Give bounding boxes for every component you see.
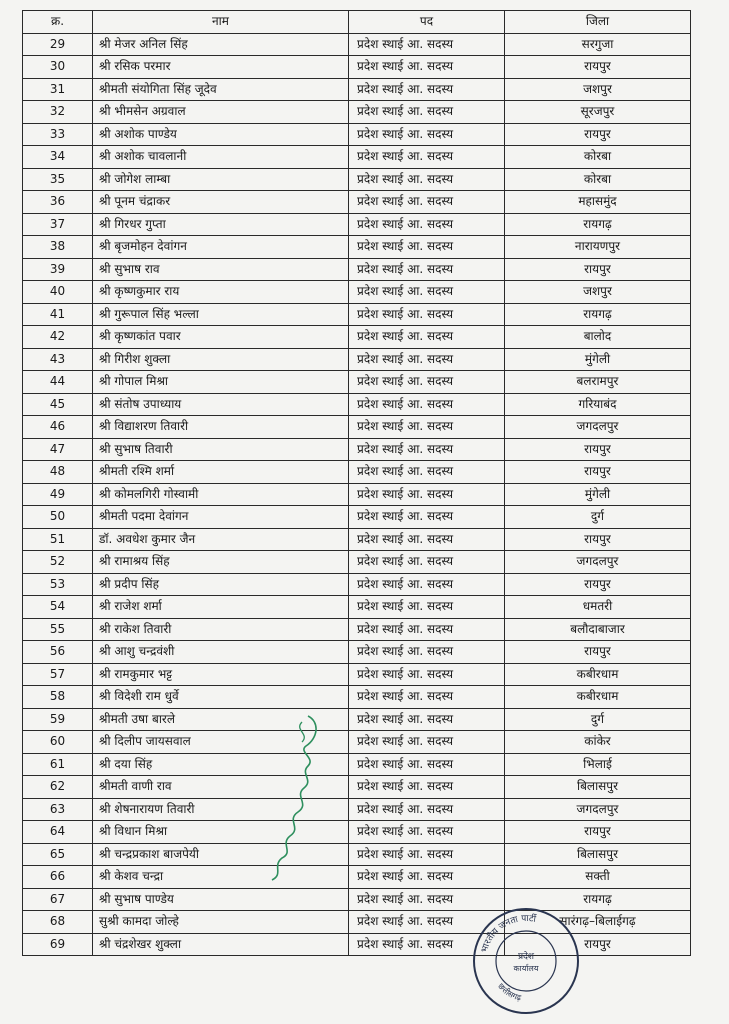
cell-name: श्री गुरूपाल सिंह भल्ला xyxy=(93,303,349,326)
cell-name: श्री कृष्णकांत पवार xyxy=(93,326,349,349)
cell-name: श्री मेजर अनिल सिंह xyxy=(93,33,349,56)
table-row xyxy=(23,821,691,844)
cell-num: 63 xyxy=(23,798,93,821)
cell-post: प्रदेश स्थाई आ. सदस्य xyxy=(349,528,505,551)
cell-district: बलौदाबाजार xyxy=(505,618,691,641)
cell-post: प्रदेश स्थाई आ. सदस्य xyxy=(349,618,505,641)
cell-num: 68 xyxy=(23,911,93,934)
cell-post: प्रदेश स्थाई आ. सदस्य xyxy=(349,843,505,866)
cell-district: बालोद xyxy=(505,326,691,349)
table-row xyxy=(23,393,691,416)
cell-post: प्रदेश स्थाई आ. सदस्य xyxy=(349,753,505,776)
header-name: नाम xyxy=(93,11,349,34)
cell-name: श्री पूनम चंद्राकर xyxy=(93,191,349,214)
cell-name: श्री शेषनारायण तिवारी xyxy=(93,798,349,821)
cell-name: श्रीमती पदमा देवांगन xyxy=(93,506,349,529)
cell-post: प्रदेश स्थाई आ. सदस्य xyxy=(349,776,505,799)
cell-district: दुर्ग xyxy=(505,506,691,529)
seal-line2: कार्यालय xyxy=(513,964,539,973)
cell-num: 48 xyxy=(23,461,93,484)
header-district: जिला xyxy=(505,11,691,34)
cell-num: 64 xyxy=(23,821,93,844)
cell-district: रायगढ़ xyxy=(505,888,691,911)
table-row xyxy=(23,641,691,664)
table-row xyxy=(23,348,691,371)
cell-district: कबीरधाम xyxy=(505,663,691,686)
cell-district: दुर्ग xyxy=(505,708,691,731)
cell-district: कबीरधाम xyxy=(505,686,691,709)
cell-num: 34 xyxy=(23,146,93,169)
header-num: क्र. xyxy=(23,11,93,34)
cell-num: 42 xyxy=(23,326,93,349)
cell-name: श्री बृजमोहन देवांगन xyxy=(93,236,349,259)
cell-post: प्रदेश स्थाई आ. सदस्य xyxy=(349,348,505,371)
members-table xyxy=(22,10,691,956)
cell-num: 53 xyxy=(23,573,93,596)
table-row xyxy=(23,888,691,911)
cell-num: 57 xyxy=(23,663,93,686)
cell-district: सरगुजा xyxy=(505,33,691,56)
cell-district: सूरजपुर xyxy=(505,101,691,124)
cell-post: प्रदेश स्थाई आ. सदस्य xyxy=(349,146,505,169)
cell-num: 54 xyxy=(23,596,93,619)
cell-num: 41 xyxy=(23,303,93,326)
cell-post: प्रदेश स्थाई आ. सदस्य xyxy=(349,101,505,124)
cell-name: श्री आशु चन्द्रवंशी xyxy=(93,641,349,664)
cell-district: जशपुर xyxy=(505,281,691,304)
cell-post: प्रदेश स्थाई आ. सदस्य xyxy=(349,281,505,304)
svg-text:छत्तीसगढ़ xyxy=(496,982,522,1003)
cell-num: 33 xyxy=(23,123,93,146)
table-row xyxy=(23,776,691,799)
cell-num: 29 xyxy=(23,33,93,56)
cell-name: श्री कृष्णकुमार राय xyxy=(93,281,349,304)
table-row xyxy=(23,596,691,619)
cell-num: 50 xyxy=(23,506,93,529)
cell-name: श्रीमती संयोगिता सिंह जूदेव xyxy=(93,78,349,101)
cell-district: रायपुर xyxy=(505,821,691,844)
cell-name: श्री अशोक पाण्डेय xyxy=(93,123,349,146)
cell-num: 49 xyxy=(23,483,93,506)
office-seal-stamp xyxy=(470,905,582,1017)
cell-district: रायपुर xyxy=(505,573,691,596)
cell-district: सक्ती xyxy=(505,866,691,889)
cell-num: 36 xyxy=(23,191,93,214)
table-row xyxy=(23,528,691,551)
cell-district: धमतरी xyxy=(505,596,691,619)
table-row xyxy=(23,506,691,529)
cell-name: श्री जोगेश लाम्बा xyxy=(93,168,349,191)
cell-num: 60 xyxy=(23,731,93,754)
cell-post: प्रदेश स्थाई आ. सदस्य xyxy=(349,483,505,506)
cell-num: 52 xyxy=(23,551,93,574)
cell-district: रायपुर xyxy=(505,933,691,956)
cell-num: 32 xyxy=(23,101,93,124)
table-row xyxy=(23,326,691,349)
table-row xyxy=(23,618,691,641)
cell-district: कांकेर xyxy=(505,731,691,754)
svg-text:भारतीय जनता पार्टी xyxy=(480,912,538,954)
table-row xyxy=(23,731,691,754)
cell-num: 58 xyxy=(23,686,93,709)
cell-post: प्रदेश स्थाई आ. सदस्य xyxy=(349,641,505,664)
cell-post: प्रदेश स्थाई आ. सदस्य xyxy=(349,416,505,439)
cell-num: 46 xyxy=(23,416,93,439)
table-row xyxy=(23,933,691,956)
cell-num: 55 xyxy=(23,618,93,641)
cell-name: श्रीमती उषा बारले xyxy=(93,708,349,731)
cell-post: प्रदेश स्थाई आ. सदस्य xyxy=(349,686,505,709)
cell-post: प्रदेश स्थाई आ. सदस्य xyxy=(349,731,505,754)
cell-name: श्रीमती वाणी राव xyxy=(93,776,349,799)
cell-name: श्री दिलीप जायसवाल xyxy=(93,731,349,754)
cell-post: प्रदेश स्थाई आ. सदस्य xyxy=(349,213,505,236)
cell-district: कोरबा xyxy=(505,146,691,169)
table-row xyxy=(23,101,691,124)
cell-post: प्रदेश स्थाई आ. सदस्य xyxy=(349,191,505,214)
cell-district: रायगढ़ xyxy=(505,213,691,236)
cell-post: प्रदेश स्थाई आ. सदस्य xyxy=(349,168,505,191)
cell-name: श्रीमती रश्मि शर्मा xyxy=(93,461,349,484)
table-row xyxy=(23,843,691,866)
cell-name: श्री गिरधर गुप्ता xyxy=(93,213,349,236)
cell-num: 65 xyxy=(23,843,93,866)
cell-num: 47 xyxy=(23,438,93,461)
cell-post: प्रदेश स्थाई आ. सदस्य xyxy=(349,438,505,461)
table-row xyxy=(23,33,691,56)
table-row xyxy=(23,416,691,439)
cell-name: श्री रसिक परमार xyxy=(93,56,349,79)
table-row xyxy=(23,573,691,596)
table-row xyxy=(23,753,691,776)
cell-district: जगदलपुर xyxy=(505,416,691,439)
cell-name: श्री सुभाष राव xyxy=(93,258,349,281)
table-row xyxy=(23,911,691,934)
cell-district: बिलासपुर xyxy=(505,843,691,866)
cell-name: श्री गोपाल मिश्रा xyxy=(93,371,349,394)
cell-num: 67 xyxy=(23,888,93,911)
cell-district: रायपुर xyxy=(505,438,691,461)
cell-num: 66 xyxy=(23,866,93,889)
cell-post: प्रदेश स्थाई आ. सदस्य xyxy=(349,326,505,349)
cell-num: 69 xyxy=(23,933,93,956)
table-row xyxy=(23,798,691,821)
seal-line1: प्रदेश xyxy=(517,952,535,962)
cell-post: प्रदेश स्थाई आ. सदस्य xyxy=(349,393,505,416)
cell-post: प्रदेश स्थाई आ. सदस्य xyxy=(349,798,505,821)
cell-num: 62 xyxy=(23,776,93,799)
cell-district: बलरामपुर xyxy=(505,371,691,394)
cell-district: नारायणपुर xyxy=(505,236,691,259)
cell-post: प्रदेश स्थाई आ. सदस्य xyxy=(349,821,505,844)
seal-bottom-text: छत्तीसगढ़ xyxy=(496,981,523,1003)
table-row xyxy=(23,438,691,461)
cell-post: प्रदेश स्थाई आ. सदस्य xyxy=(349,708,505,731)
cell-district: बिलासपुर xyxy=(505,776,691,799)
table-row xyxy=(23,708,691,731)
cell-name: श्री केशव चन्द्रा xyxy=(93,866,349,889)
cell-post: प्रदेश स्थाई आ. सदस्य xyxy=(349,888,505,911)
cell-num: 30 xyxy=(23,56,93,79)
cell-district: भिलाई xyxy=(505,753,691,776)
table-row xyxy=(23,168,691,191)
cell-post: प्रदेश स्थाई आ. सदस्य xyxy=(349,596,505,619)
cell-post: प्रदेश स्थाई आ. सदस्य xyxy=(349,33,505,56)
table-row xyxy=(23,663,691,686)
cell-num: 37 xyxy=(23,213,93,236)
cell-name: श्री राजेश शर्मा xyxy=(93,596,349,619)
cell-num: 43 xyxy=(23,348,93,371)
cell-num: 61 xyxy=(23,753,93,776)
cell-num: 31 xyxy=(23,78,93,101)
cell-name: सुश्री कामदा जोल्हे xyxy=(93,911,349,934)
table-row xyxy=(23,686,691,709)
cell-district: रायपुर xyxy=(505,528,691,551)
cell-name: श्री विद्याशरण तिवारी xyxy=(93,416,349,439)
cell-post: प्रदेश स्थाई आ. सदस्य xyxy=(349,506,505,529)
cell-district: रायपुर xyxy=(505,123,691,146)
cell-district: महासमुंद xyxy=(505,191,691,214)
table-row xyxy=(23,146,691,169)
table-row xyxy=(23,866,691,889)
cell-name: श्री चन्द्रप्रकाश बाजपेयी xyxy=(93,843,349,866)
table-row xyxy=(23,303,691,326)
cell-post: प्रदेश स्थाई आ. सदस्य xyxy=(349,663,505,686)
cell-post: प्रदेश स्थाई आ. सदस्य xyxy=(349,303,505,326)
cell-post: प्रदेश स्थाई आ. सदस्य xyxy=(349,461,505,484)
cell-name: डॉ. अवधेश कुमार जैन xyxy=(93,528,349,551)
table-row xyxy=(23,461,691,484)
cell-num: 40 xyxy=(23,281,93,304)
cell-district: रायगढ़ xyxy=(505,303,691,326)
cell-num: 38 xyxy=(23,236,93,259)
cell-district: रायपुर xyxy=(505,56,691,79)
cell-post: प्रदेश स्थाई आ. सदस्य xyxy=(349,56,505,79)
table-row xyxy=(23,78,691,101)
cell-post: प्रदेश स्थाई आ. सदस्य xyxy=(349,933,505,956)
table-row xyxy=(23,191,691,214)
cell-name: श्री सुभाष तिवारी xyxy=(93,438,349,461)
table-row xyxy=(23,281,691,304)
table-row xyxy=(23,213,691,236)
cell-name: श्री रामकुमार भट्ट xyxy=(93,663,349,686)
table-body xyxy=(23,33,691,956)
cell-name: श्री चंद्रशेखर शुक्ला xyxy=(93,933,349,956)
header-row xyxy=(23,11,691,34)
cell-name: श्री संतोष उपाध्याय xyxy=(93,393,349,416)
cell-post: प्रदेश स्थाई आ. सदस्य xyxy=(349,123,505,146)
cell-name: श्री प्रदीप सिंह xyxy=(93,573,349,596)
table-row xyxy=(23,371,691,394)
table-row xyxy=(23,56,691,79)
header-post: पद xyxy=(349,11,505,34)
cell-name: श्री दया सिंह xyxy=(93,753,349,776)
table-row xyxy=(23,551,691,574)
cell-num: 51 xyxy=(23,528,93,551)
cell-district: जशपुर xyxy=(505,78,691,101)
cell-district: मुंगेली xyxy=(505,348,691,371)
cell-district: गरियाबंद xyxy=(505,393,691,416)
cell-num: 56 xyxy=(23,641,93,664)
cell-district: कोरबा xyxy=(505,168,691,191)
cell-district: जगदलपुर xyxy=(505,551,691,574)
cell-name: श्री कोमलगिरी गोस्वामी xyxy=(93,483,349,506)
handwritten-signature xyxy=(258,708,328,888)
cell-post: प्रदेश स्थाई आ. सदस्य xyxy=(349,866,505,889)
cell-num: 59 xyxy=(23,708,93,731)
cell-district: जगदलपुर xyxy=(505,798,691,821)
seal-top-text: भारतीय जनता पार्टी xyxy=(479,913,537,954)
cell-name: श्री गिरीश शुक्ला xyxy=(93,348,349,371)
cell-district: रायपुर xyxy=(505,258,691,281)
cell-name: श्री अशोक चावलानी xyxy=(93,146,349,169)
cell-post: प्रदेश स्थाई आ. सदस्य xyxy=(349,236,505,259)
table-row xyxy=(23,258,691,281)
cell-num: 35 xyxy=(23,168,93,191)
cell-name: श्री सुभाष पाण्डेय xyxy=(93,888,349,911)
cell-num: 44 xyxy=(23,371,93,394)
cell-num: 39 xyxy=(23,258,93,281)
table-row xyxy=(23,236,691,259)
cell-district: रायपुर xyxy=(505,641,691,664)
cell-name: श्री विधान मिश्रा xyxy=(93,821,349,844)
cell-num: 45 xyxy=(23,393,93,416)
cell-district: रायपुर xyxy=(505,461,691,484)
cell-post: प्रदेश स्थाई आ. सदस्य xyxy=(349,258,505,281)
cell-post: प्रदेश स्थाई आ. सदस्य xyxy=(349,911,505,934)
cell-name: श्री विदेशी राम धुर्वे xyxy=(93,686,349,709)
cell-district: मुंगेली xyxy=(505,483,691,506)
cell-name: श्री भीमसेन अग्रवाल xyxy=(93,101,349,124)
cell-name: श्री रामाश्रय सिंह xyxy=(93,551,349,574)
cell-post: प्रदेश स्थाई आ. सदस्य xyxy=(349,371,505,394)
cell-post: प्रदेश स्थाई आ. सदस्य xyxy=(349,573,505,596)
table-row xyxy=(23,483,691,506)
table-row xyxy=(23,123,691,146)
cell-name: श्री राकेश तिवारी xyxy=(93,618,349,641)
cell-district: सारंगढ़–बिलाईगढ़ xyxy=(505,911,691,934)
cell-post: प्रदेश स्थाई आ. सदस्य xyxy=(349,78,505,101)
cell-post: प्रदेश स्थाई आ. सदस्य xyxy=(349,551,505,574)
